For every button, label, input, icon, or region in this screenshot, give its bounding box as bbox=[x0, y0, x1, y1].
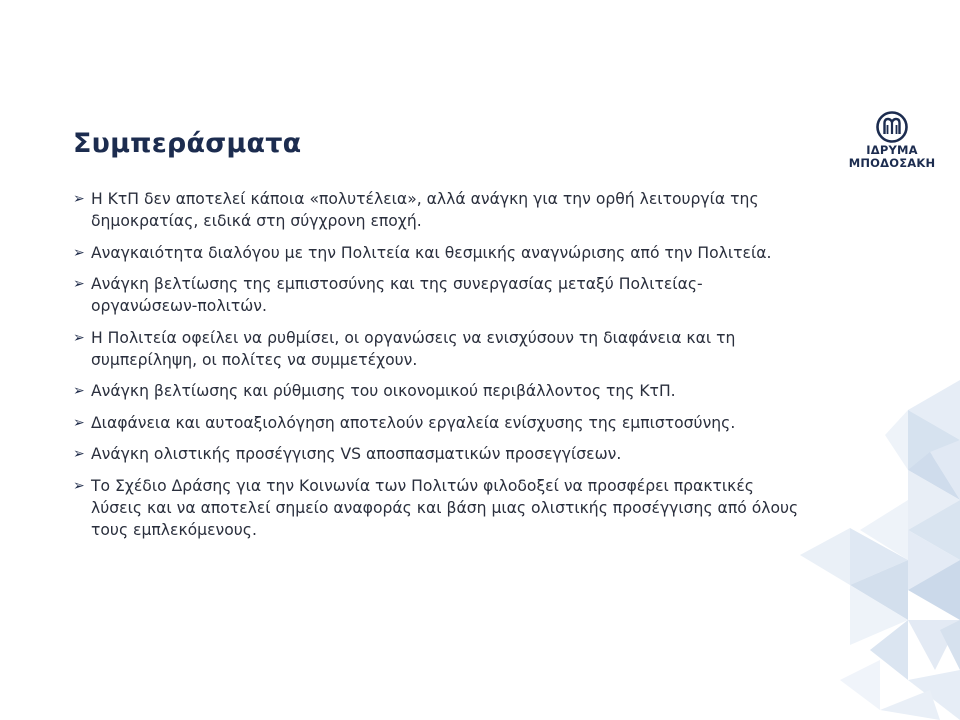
decorative-triangle-pattern bbox=[790, 380, 960, 720]
logo-text-line2: ΜΠΟΔΟΣΑΚΗ bbox=[848, 156, 936, 170]
bullet-text: Διαφάνεια και αυτοαξιολόγηση αποτελούν εργαλεία ενίσχυσης της εμπιστοσύνης. bbox=[91, 413, 736, 432]
bullet-item bbox=[73, 242, 803, 264]
bullet-text: Η Πολιτεία οφείλει να ρυθμίσει, οι οργανώσεις να ενισχύσουν τη διαφάνεια και τη συμπερίληψη, οι πολίτες να συμμετέχουν. bbox=[91, 328, 736, 369]
bullet-item bbox=[73, 443, 803, 465]
arrow-bullet-icon: ➢ bbox=[73, 329, 85, 346]
foundation-logo bbox=[844, 110, 940, 172]
arrow-bullet-icon: ➢ bbox=[73, 446, 85, 462]
bullet-list bbox=[73, 188, 803, 550]
bullet-text: Ανάγκη βελτίωσης της εμπιστοσύνης και της συνεργασίας μεταξύ Πολιτείας-οργανώσεων-πολιτών. bbox=[91, 275, 703, 315]
bullet-item bbox=[73, 380, 803, 402]
bullet-item bbox=[73, 188, 803, 232]
bullet-text: Ανάγκη ολιστικής προσέγγισης VS αποσπασματικών προσεγγίσεων. bbox=[91, 445, 622, 463]
foundation-emblem-icon bbox=[875, 110, 909, 144]
bullet-text: Το Σχέδιο Δράσης για την Κοινωνία των Πολιτών φιλοδοξεί να προσφέρει πρακτικές λύσεις και να αποτελεί σημείο αναφοράς και βάση μιας ολιστικής προσέγγισης από όλους τους εμπλεκόμενους. bbox=[91, 476, 799, 539]
bullet-text: Ανάγκη βελτίωσης και ρύθμισης του οικονομικού περιβάλλοντος της ΚτΠ. bbox=[91, 382, 676, 400]
bullet-item bbox=[73, 475, 803, 541]
logo-text-line1: ΙΔΡΥΜΑ bbox=[866, 143, 918, 157]
arrow-bullet-icon: ➢ bbox=[73, 276, 85, 292]
arrow-bullet-icon: ➢ bbox=[73, 477, 85, 494]
bullet-text: Η ΚτΠ δεν αποτελεί κάποια «πολυτέλεια», αλλά ανάγκη για την ορθή λειτουργία της δημοκρατίας, ειδικά στη σύγχρονη εποχή. bbox=[91, 190, 759, 230]
bullet-item bbox=[73, 412, 803, 434]
bullet-item bbox=[73, 273, 803, 317]
bullet-item bbox=[73, 327, 803, 371]
bullet-text: Αναγκαιότητα διαλόγου με την Πολιτεία και θεσμικής αναγνώρισης από την Πολιτεία. bbox=[91, 243, 772, 262]
arrow-bullet-icon: ➢ bbox=[73, 244, 85, 261]
arrow-bullet-icon: ➢ bbox=[73, 414, 85, 431]
arrow-bullet-icon: ➢ bbox=[73, 383, 85, 399]
arrow-bullet-icon: ➢ bbox=[73, 191, 85, 207]
slide-title: Συμπεράσματα bbox=[73, 128, 302, 159]
